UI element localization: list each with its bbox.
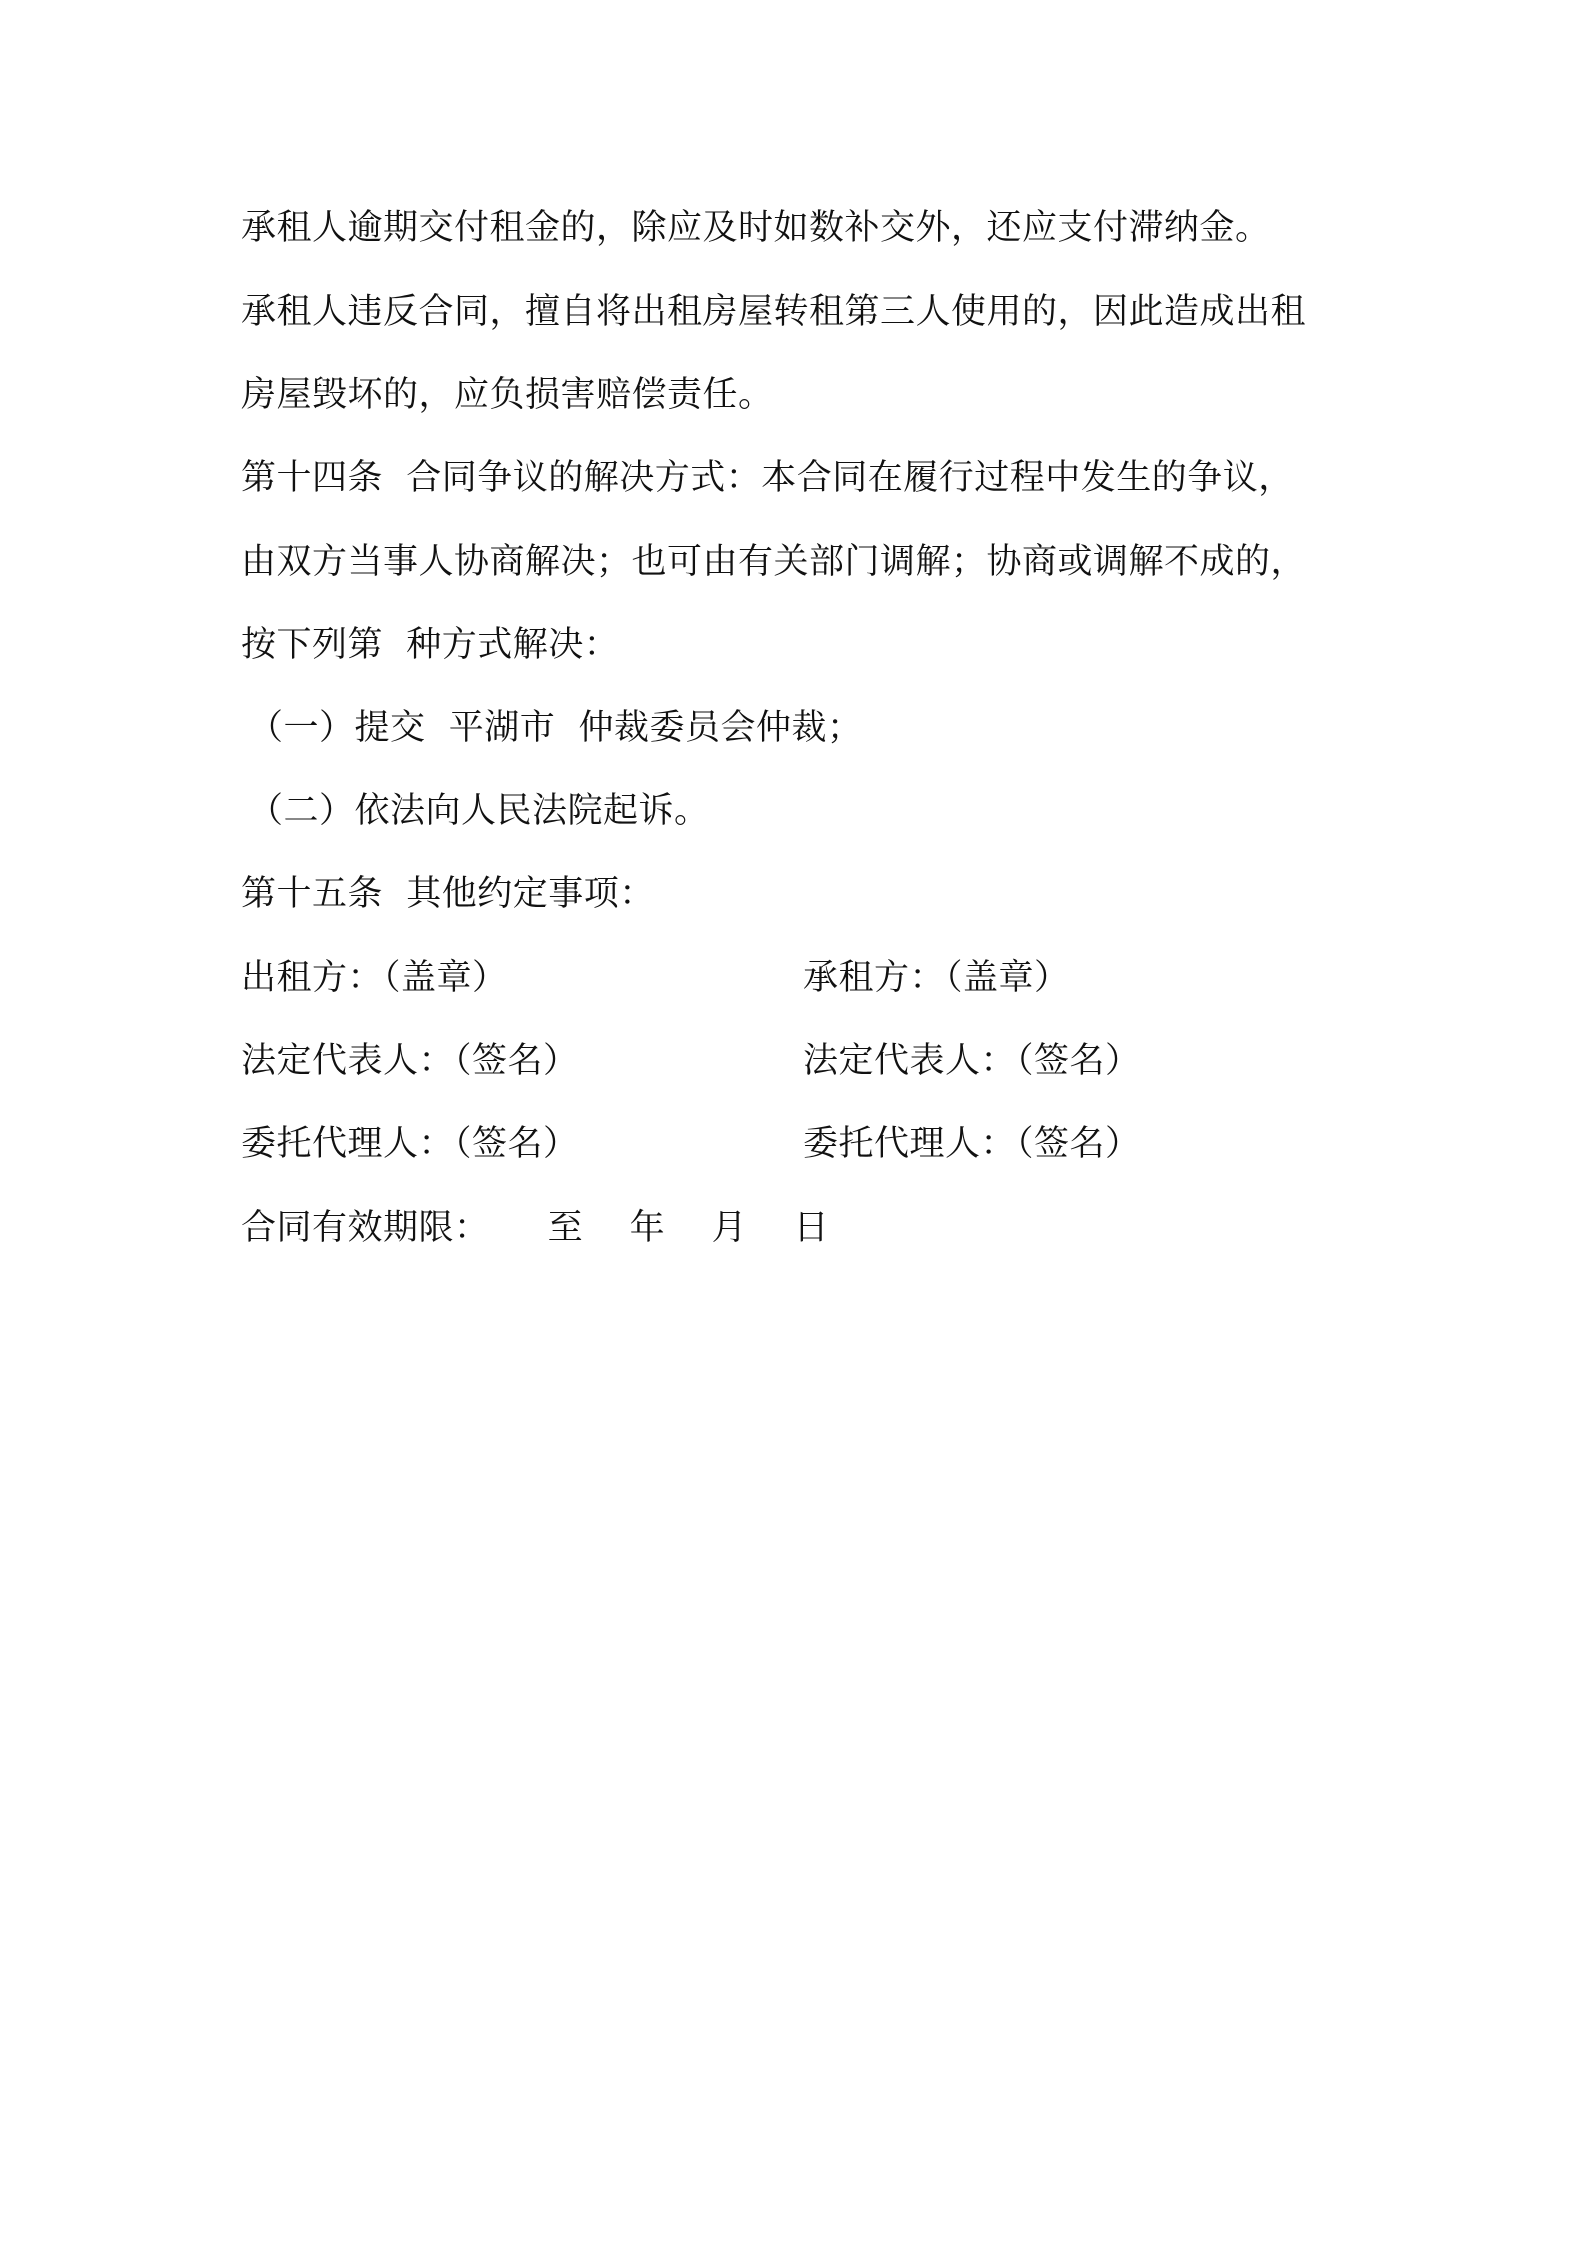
clause-late-rent: 承租人逾期交付租金的，除应及时如数补交外，还应支付滞纳金。 bbox=[241, 208, 1271, 248]
contract-validity-period: 合同有效期限： 至 年 月 日 bbox=[241, 1208, 830, 1248]
article-14-line-1: 第十四条 合同争议的解决方式：本合同在履行过程中发生的争议， bbox=[241, 458, 1294, 498]
lessee-legal-rep-field: 法定代表人：（签名） bbox=[803, 1041, 1141, 1081]
article-14-line-2: 由双方当事人协商解决；也可由有关部门调解；协商或调解不成的， bbox=[241, 542, 1307, 582]
article-14-line-3: 按下列第 种方式解决： bbox=[241, 625, 620, 665]
option-court: （二）依法向人民法院起诉。 bbox=[248, 791, 710, 831]
article-15-heading: 第十五条 其他约定事项： bbox=[241, 874, 655, 914]
lessor-agent-field: 委托代理人：（签名） bbox=[241, 1124, 579, 1164]
lessee-agent-field: 委托代理人：（签名） bbox=[803, 1124, 1141, 1164]
clause-sublet-line-2: 房屋毁坏的，应负损害赔偿责任。 bbox=[241, 375, 774, 415]
clause-sublet-line-1: 承租人违反合同，擅自将出租房屋转租第三人使用的，因此造成出租 bbox=[241, 292, 1307, 332]
option-arbitration: （一）提交 平湖市 仲裁委员会仲裁； bbox=[248, 708, 863, 748]
lessor-seal-field: 出租方：（盖章） bbox=[241, 958, 508, 998]
lessee-seal-field: 承租方：（盖章） bbox=[803, 958, 1070, 998]
lessor-legal-rep-field: 法定代表人：（签名） bbox=[241, 1041, 579, 1081]
